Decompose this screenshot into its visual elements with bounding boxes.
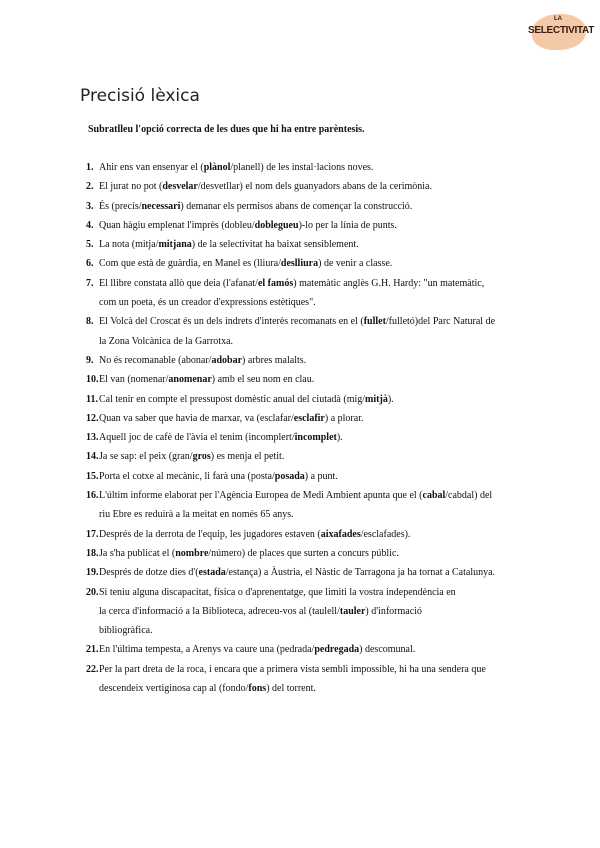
item-text-line: El Volcà del Croscat és un dels indrets d'interès recomanats en el (fullet/fulletó)del Parc Natural de bbox=[99, 316, 496, 328]
item-text-line: El van (nomenar/anomenar) amb el seu nom en clau. bbox=[99, 374, 315, 386]
item-number: 3. bbox=[86, 200, 94, 212]
list-item bbox=[86, 409, 546, 428]
item-text-line: com un poeta, és un creador d'expressions estètiques". bbox=[99, 297, 316, 309]
list-item bbox=[86, 158, 546, 177]
list-item bbox=[86, 447, 546, 466]
list-item bbox=[86, 563, 546, 582]
page-title: Precisió lèxica bbox=[80, 86, 200, 106]
item-text-line: Després de la derrota de l'equip, les jugadores estaven (aixafades/esclafades). bbox=[99, 528, 411, 540]
list-item bbox=[86, 216, 546, 235]
list-item bbox=[86, 235, 546, 254]
item-text-line: Aquell joc de cafè de l'àvia el tenim (incomplert/incomplet). bbox=[99, 432, 343, 444]
item-text-line: Després de dotze dies d'(estada/estança) a Àustria, el Nàstic de Tarragona ja ha tornat a Catalunya. bbox=[99, 567, 496, 579]
item-text-line: Cal tenir en compte el pressupost domèstic anual del ciutadà (mig/mitjà). bbox=[99, 393, 394, 405]
list-item bbox=[86, 312, 546, 351]
list-item bbox=[86, 428, 546, 447]
item-text-line: bibliogràfica. bbox=[99, 625, 153, 637]
list-item bbox=[86, 177, 546, 196]
item-number: 1. bbox=[86, 162, 94, 173]
item-number: 13. bbox=[86, 432, 99, 444]
list-item bbox=[86, 640, 546, 659]
item-number: 10. bbox=[86, 374, 99, 386]
item-text-line: descendeix vertiginosa cap al (fondo/fons) del torrent. bbox=[99, 683, 316, 695]
item-number: 7. bbox=[86, 277, 94, 289]
list-item bbox=[86, 274, 546, 313]
item-number: 16. bbox=[86, 490, 99, 502]
item-text-line: Per la part dreta de la roca, i encara que a primera vista sembli impossible, hi ha una sendera que bbox=[99, 663, 486, 675]
item-text-line: Ahir ens van ensenyar el (plànol/planell) de les instal·lacions noves. bbox=[99, 162, 374, 173]
item-text-line: Si teniu alguna discapacitat, física o d'aprenentatge, que limiti la vostra independència en bbox=[99, 586, 456, 598]
item-text-line: riu Ebre es reduirà a la meitat en només 65 anys. bbox=[99, 509, 294, 521]
list-item bbox=[86, 197, 546, 216]
logo-top-text: LA bbox=[554, 16, 562, 22]
item-number: 4. bbox=[86, 219, 94, 231]
list-item bbox=[86, 370, 546, 389]
list-item bbox=[86, 254, 546, 273]
item-text-line: la cerca d'informació a la Biblioteca, adreceu-vos al (taulell/tauler) d'informació bbox=[99, 605, 422, 617]
item-text-line: No és recomanable (abonar/adobar) arbres malalts. bbox=[99, 354, 307, 366]
item-text-line: la Zona Volcànica de la Garrotxa. bbox=[99, 335, 234, 347]
list-item bbox=[86, 583, 546, 641]
item-number: 8. bbox=[86, 316, 94, 328]
item-text-line: Com que està de guàrdia, en Manel es (lliura/deslliura) de venir a classe. bbox=[99, 258, 393, 270]
item-text-line: El llibre constata allò que deia (l'afanat/el famós) matemàtic anglès G.H. Hardy: "un matemàtic, bbox=[99, 277, 485, 289]
selectivitat-logo bbox=[528, 10, 595, 54]
item-number: 19. bbox=[86, 567, 99, 579]
item-number: 6. bbox=[86, 258, 94, 270]
item-text-line: L'últim informe elaborat per l'Agència Europea de Medi Ambient apunta que el (cabal/cabdal) del bbox=[99, 490, 493, 502]
item-number: 14. bbox=[86, 451, 99, 463]
item-number: 11. bbox=[86, 393, 98, 405]
list-item bbox=[86, 525, 546, 544]
item-number: 12. bbox=[86, 412, 99, 424]
item-text-line: Porta el cotxe al mecànic, li farà una (posta/posada) a punt. bbox=[99, 470, 338, 482]
item-number: 15. bbox=[86, 470, 99, 482]
list-item bbox=[86, 351, 546, 370]
exercise-list bbox=[86, 158, 546, 698]
list-item bbox=[86, 390, 546, 409]
item-text-line: Quan va saber que havia de marxar, va (esclafar/esclafir) a plorar. bbox=[99, 412, 364, 424]
list-item bbox=[86, 467, 546, 486]
item-number: 20. bbox=[86, 586, 99, 598]
item-number: 5. bbox=[86, 239, 94, 251]
logo-main-text: SELECTIVITAT bbox=[528, 25, 595, 36]
list-item bbox=[86, 660, 546, 699]
item-number: 22. bbox=[86, 663, 99, 675]
item-text-line: És (precís/necessari) demanar els permisos abans de començar la construcció. bbox=[99, 200, 413, 212]
item-text-line: Quan hàgiu emplenat l'imprès (dobleu/doblegueu)-lo per la línia de punts. bbox=[99, 219, 397, 231]
instructions: Subratlleu l'opció correcta de les dues que hi ha entre parèntesis. bbox=[88, 124, 365, 135]
item-text-line: Ja se sap: el peix (gran/gros) es menja el petit. bbox=[99, 451, 285, 463]
list-item bbox=[86, 544, 546, 563]
item-number: 9. bbox=[86, 354, 94, 366]
item-number: 21. bbox=[86, 644, 99, 656]
item-text-line: La nota (mitja/mitjana) de la selectivitat ha baixat sensiblement. bbox=[99, 239, 359, 251]
item-text-line: Ja s'ha publicat el (nombre/número) de places que surten a concurs públic. bbox=[99, 547, 399, 559]
item-text-line: El jurat no pot (desvelar/desvetllar) el nom dels guanyadors abans de la cerimònia. bbox=[99, 181, 432, 193]
list-item bbox=[86, 486, 546, 525]
item-number: 17. bbox=[86, 528, 99, 540]
item-number: 2. bbox=[86, 181, 94, 193]
item-number: 18. bbox=[86, 547, 99, 559]
item-text-line: En l'última tempesta, a Arenys va caure una (pedrada/pedregada) descomunal. bbox=[99, 644, 416, 656]
